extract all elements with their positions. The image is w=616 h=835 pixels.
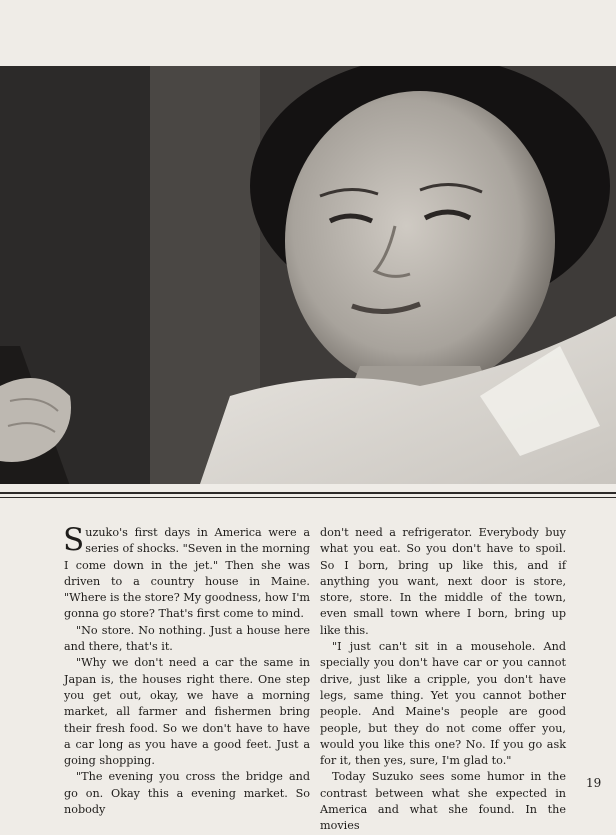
drop-cap: S: [63, 522, 85, 558]
page-number: 19: [586, 776, 602, 790]
top-rule-thin: [0, 497, 616, 498]
paragraph: "No store. No nothing. Just a house here and there, that's it.: [64, 623, 310, 654]
article-column-left: [63, 522, 310, 818]
paragraph: "I just can't sit in a mousehole. And specially you don't have car or you cannot drive, just like a cripple, you don't have legs, same thing. Yet you cannot bother people. And Maine's people are good people, but they do not come offer you, would you like this one? No. If you go ask for it, then yes, sure, I'm glad to.": [320, 640, 566, 768]
paragraph-text: uzuko's first days in America were a series of shocks. "Seven in the morning I come down in the jet." Then she was driven to a country house in Maine. "Where is the store? My goodness, how I'm gonna go store? That's first come to mind.: [64, 526, 310, 621]
top-rule: [0, 492, 616, 494]
paragraph: don't need a refrigerator. Everybody buy what you eat. So you don't have to spoil. So I born, bring up like this, and if anything you want, next door is store, store, store. In the middle of the town, even small town where I born, bring up like this.: [320, 526, 566, 637]
paragraph: Today Suzuko sees some humor in the contrast between what she expected in America and what she found. In the movies: [320, 770, 566, 833]
paragraph: "The evening you cross the bridge and go on. Okay this a evening market. So nobody: [64, 770, 310, 817]
portrait-photo: [0, 66, 616, 484]
article-column-right: [320, 525, 566, 835]
paragraph: "Why we don't need a car the same in Japan is, the houses right there. One step you get out, okay, we have a morning market, all farmer and fishermen bring their fresh food. So we don't have to have a car long as you have a good feet. Just a going shopping.: [64, 656, 310, 768]
paragraph: [63, 522, 310, 623]
